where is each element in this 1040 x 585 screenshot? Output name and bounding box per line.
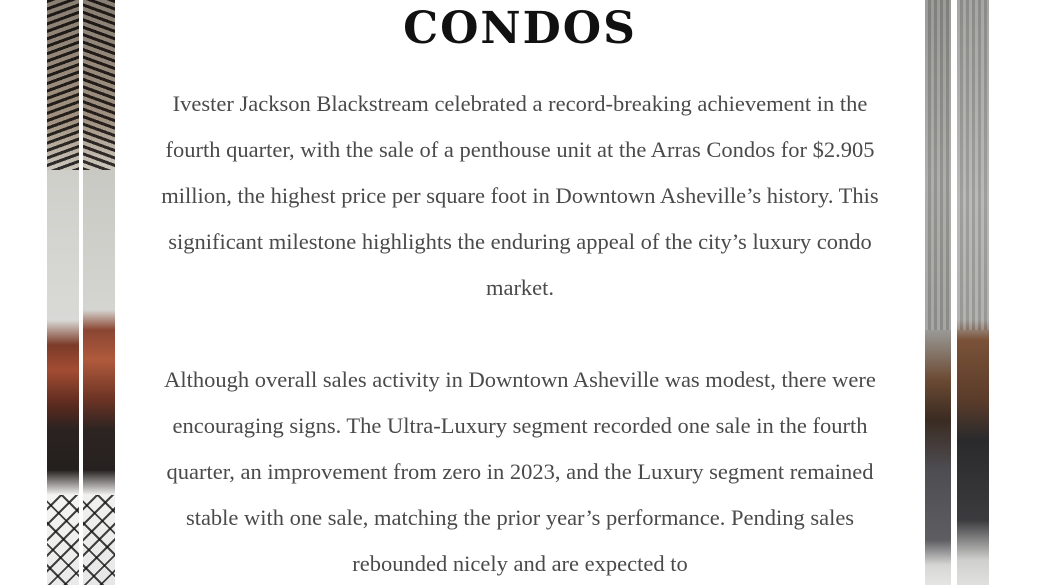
paragraph: Although overall sales activity in Downtown Asheville was modest, there were encouraging signs. The Ultra-Luxury segment recorded one sale in the fourth quarter, an improvement from zero in 2023, and the Luxury segment remained stable with one sale, matching the prior year’s performance. Pending sales rebounded nicely and are expected to bbox=[164, 367, 876, 576]
section-heading: CONDOS bbox=[403, 3, 637, 54]
paragraph: Ivester Jackson Blackstream celebrated a record-breaking achievement in the fourth quarter, with the sale of a penthouse unit at the Arras Condos for $2.905 million, the highest price per square foot in Downtown Asheville’s history. This significant milestone highlights the enduring appeal of the city’s luxury condo market. bbox=[161, 91, 879, 300]
interior-photo-strip bbox=[925, 0, 951, 585]
interior-photo-strip bbox=[957, 0, 989, 585]
interior-photo-strip bbox=[47, 0, 79, 585]
interior-photo-strip bbox=[83, 0, 115, 585]
